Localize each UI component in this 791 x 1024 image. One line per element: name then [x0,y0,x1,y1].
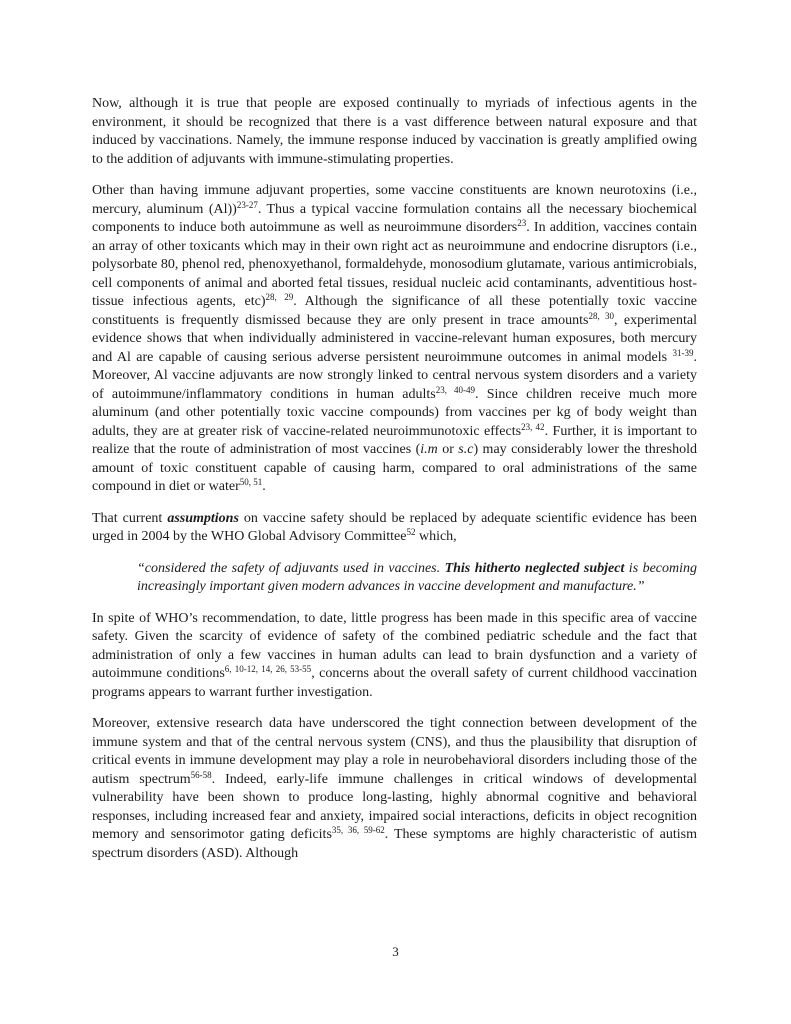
paragraph-1: Now, although it is true that people are exposed continually to myriads of infectious agents in the environment, it should be recognized that there is a vast difference between natural exposure and that induced by vaccinations. Namely, the immune response induced by vaccination is greatly amplified owing to the addition of adjuvants with immune-stimulating properties. [92,96,697,167]
page-number: 3 [392,944,399,959]
paragraph-3: That current assumptions on vaccine safety should be replaced by adequate scientific evidence has been urged in 2004 by the WHO Global Advisory Committee$^{52}$ which, [92,510,697,544]
paragraph-5: Moreover, extensive research data have underscored the tight connection between development of the immune system and that of the central nervous system (CNS), and thus the plausibility that disruption of critical events in immune development may play a role in neurobehavioral disorders including those of the autism spectrum$^{56-58}$. Indeed, early-life immune challenges in critical windows of developmental vulnerability have been shown to produce long-lasting, highly abnormal cognitive and behavioral responses, including increased fear and anxiety, impaired social interactions, deficits in object recognition memory and sensorimotor gating deficits$^{35, 36, 59-62}$. These symptoms are highly characteristic of autism spectrum disorders (ASD). Although [92,716,697,861]
paragraph-4: In spite of WHO’s recommendation, to date, little progress has been made in this specific area of vaccine safety. Given the scarcity of evidence of safety of the combined pediatric schedule and the fact that administration of only a few vaccines in human adults can lead to brain dysfunction and a variety of autoimmune conditions$^{6, 10-12, 14, 26, 53-55}$, concerns about the overall safety of current childhood vaccination programs appears to warrant further investigation. [92,610,698,700]
block-quote: “considered the safety of adjuvants used in vaccines. This hitherto neglected subject is becoming increasingly important given modern advances in vaccine development and manufacture.” [137,560,698,594]
paragraph-2: Other than having immune adjuvant properties, some vaccine constituents are known neurotoxins (i.e., mercury, aluminum (Al))$^{23-27}$. Thus a typical vaccine formulation contains all the necessary biochemical components to induce both autoimmune as well as neuroimmune disorders$^{23}$. In addition, vaccines contain an array of other toxicants which may in their own right act as neuroimmune and endocrine disruptors (i.e., polysorbate 80, phenol red, phenoxyethanol, formaldehyde, monosodium glutamate, various antimicrobials, cell components of animal and aborted fetal tissues, residual nucleic acid contaminants, adventitious host-tissue infectious agents, etc)$^{28, 29}$. Although the significance of all these potentially toxic vaccine constituents is frequently dismissed because they are only present in trace amounts$^{28, 30}$, experimental evidence shows that when individually administered in vaccine-relevant human exposures, both mercury and Al are capable of causing serious adverse persistent neuroimmune outcomes in animal models $^{31-39}$. Moreover, Al vaccine adjuvants are now strongly linked to central nervous system disorders and a variety of autoimmune/inflammatory conditions in human adults$^{23, 40-49}$. Since children receive much more aluminum (and other potentially toxic vaccine compounds) from vaccines per kg of body weight than adults, they are at greater risk of vaccine-related neuroimmunotoxic effects$^{23, 42}$. Further, it is important to realize that the route of administration of most vaccines (i.m or s.c) may considerably lower the threshold amount of toxic constituent capable of causing harm, compared to oral administrations of the same compound in diet or water$^{50, 51}$. [92,183,698,494]
